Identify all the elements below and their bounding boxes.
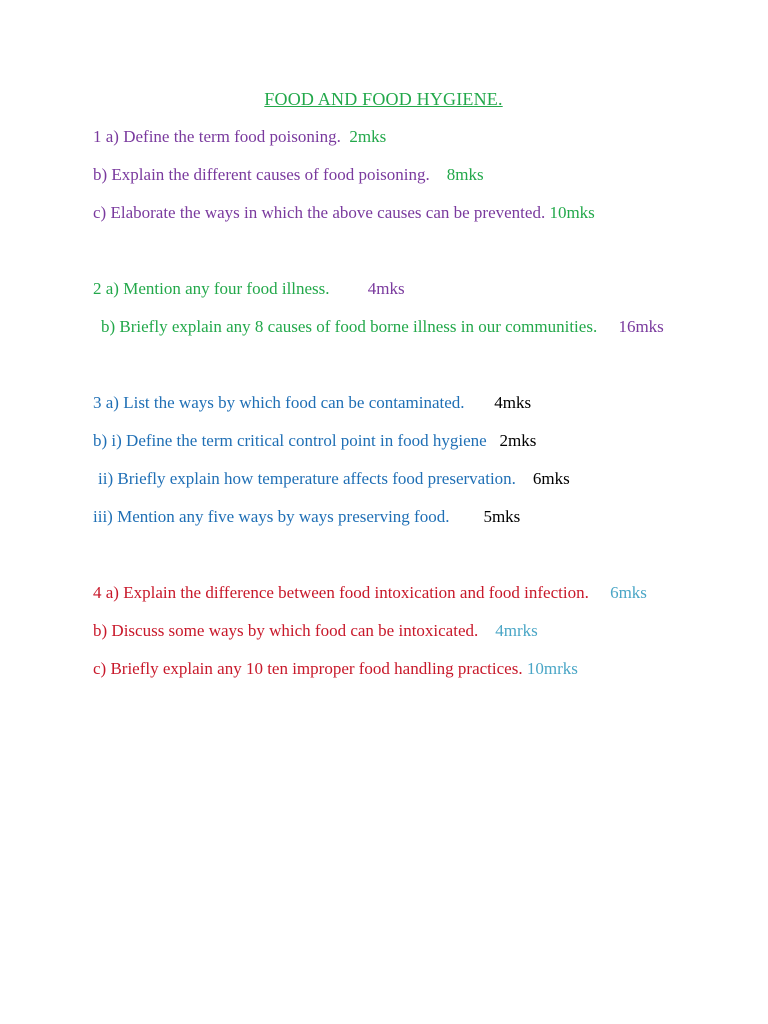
- marks-label: 4mks: [367, 279, 405, 298]
- question-text: 2 a) Mention any four food illness.: [93, 279, 330, 298]
- question-text: ii) Briefly explain how temperature affects food preservation.: [98, 469, 516, 488]
- question-2b: [93, 314, 674, 340]
- section-gap: [93, 542, 674, 580]
- marks-label: 8mks: [446, 165, 484, 184]
- question-3bi: [93, 428, 674, 454]
- section-gap: [93, 238, 674, 276]
- marks-label: 4mrks: [495, 621, 538, 640]
- section-gap: [93, 352, 674, 390]
- question-text: 3 a) List the ways by which food can be contaminated.: [93, 393, 465, 412]
- question-1a: [93, 124, 674, 150]
- marks-label: 5mks: [483, 507, 521, 526]
- question-text: c) Briefly explain any 10 ten improper food handling practices.: [93, 659, 523, 678]
- question-1c: [93, 200, 674, 226]
- question-text: iii) Mention any five ways by ways preserving food.: [93, 507, 450, 526]
- document-page: [93, 86, 674, 694]
- question-4c: [93, 656, 674, 682]
- question-text: b) Explain the different causes of food poisoning.: [93, 165, 430, 184]
- page-title: FOOD AND FOOD HYGIENE.: [264, 89, 503, 109]
- marks-label: 4mks: [494, 393, 532, 412]
- marks-label: 10mrks: [526, 659, 578, 678]
- marks-label: 16mks: [618, 317, 664, 336]
- question-text: 4 a) Explain the difference between food intoxication and food infection.: [93, 583, 589, 602]
- marks-label: 2mks: [499, 431, 537, 450]
- question-text: b) Briefly explain any 8 causes of food borne illness in our communities.: [101, 317, 598, 336]
- question-3bii: [93, 466, 674, 492]
- question-2a: [93, 276, 674, 302]
- marks-label: 2mks: [349, 127, 387, 146]
- question-text: b) i) Define the term critical control point in food hygiene: [93, 431, 487, 450]
- question-4a: [93, 580, 674, 606]
- question-text: c) Elaborate the ways in which the above causes can be prevented.: [93, 203, 546, 222]
- marks-label: 10mks: [549, 203, 595, 222]
- question-text: b) Discuss some ways by which food can be intoxicated.: [93, 621, 479, 640]
- question-3biii: [93, 504, 674, 530]
- question-3a: [93, 390, 674, 416]
- question-text: 1 a) Define the term food poisoning.: [93, 127, 341, 146]
- question-1b: [93, 162, 674, 188]
- question-4b: [93, 618, 674, 644]
- marks-label: 6mks: [532, 469, 570, 488]
- marks-label: 6mks: [610, 583, 647, 602]
